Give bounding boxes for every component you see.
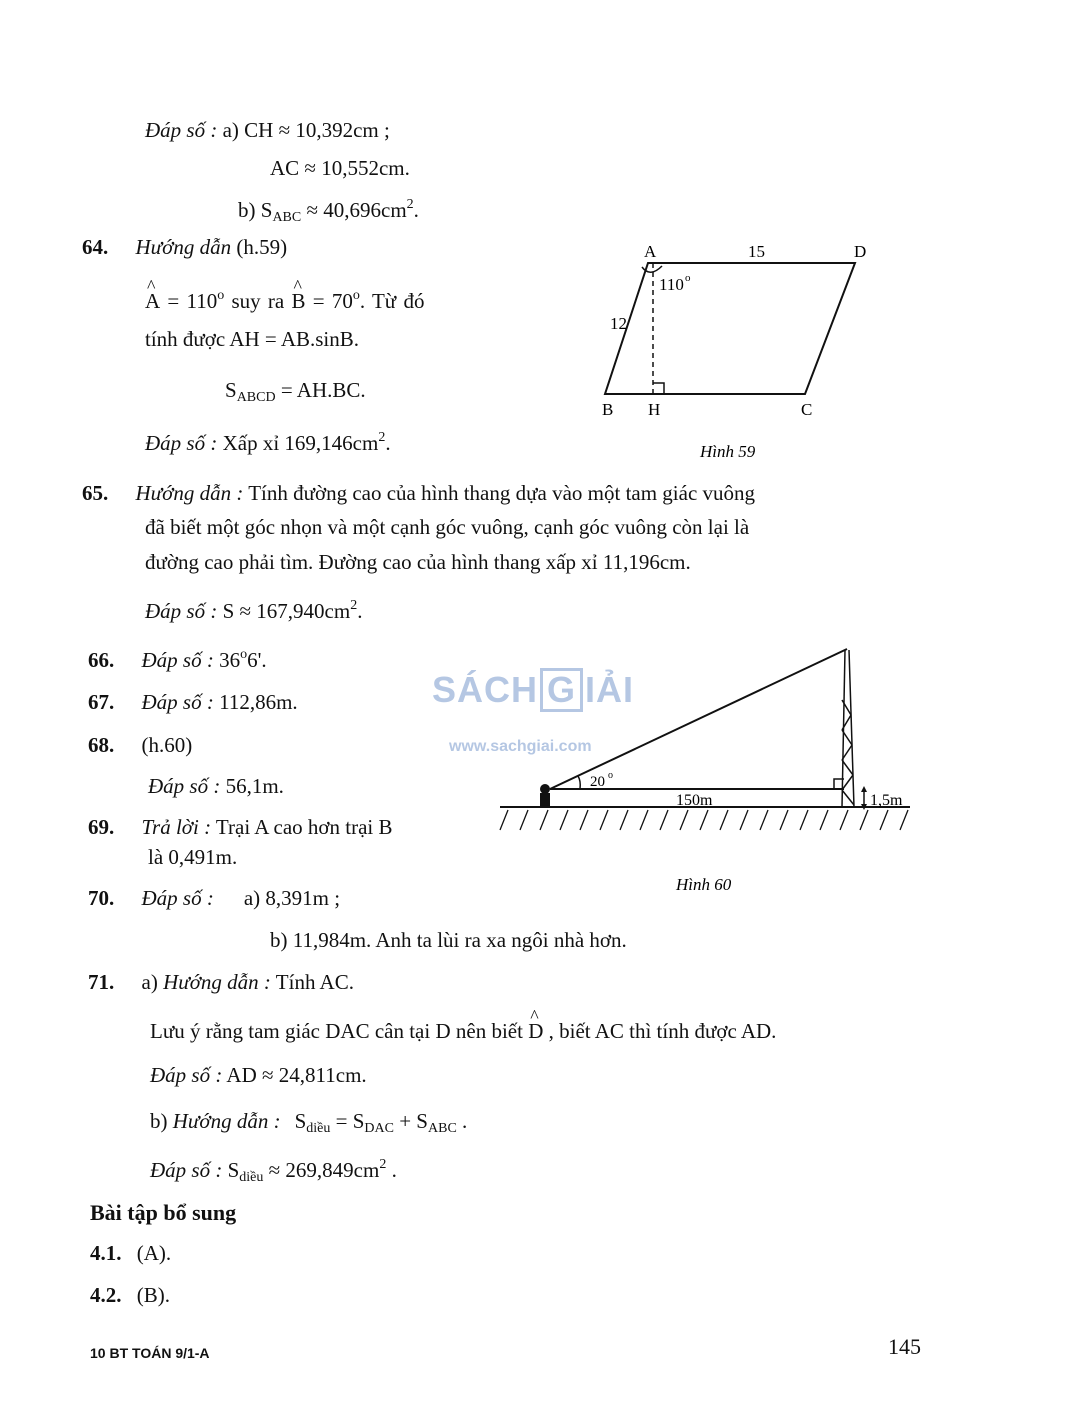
exercise-4-2: 4.2. (B).: [90, 1283, 170, 1307]
exercise-4-1: 4.1. (A).: [90, 1241, 172, 1265]
problem-69: 69. Trả lời : Trại A cao hơn trại B: [88, 815, 393, 839]
ground-hatching: [500, 810, 908, 830]
footer-left: 10 BT TOÁN 9/1-A: [90, 1345, 210, 1361]
problem-71-answer-a: Đáp số : AD ≈ 24,811cm.: [150, 1063, 367, 1087]
problem-65-answer: Đáp số : $S \approx 167,940cm^2$.: [145, 598, 363, 623]
arrow-head-up: [861, 786, 867, 792]
right-angle-mark: [653, 383, 664, 394]
watermark-url: www.sachgiai.com: [449, 738, 592, 755]
section-heading: Bài tập bổ sung: [90, 1200, 237, 1225]
label-a: A: [644, 242, 657, 261]
answer-63a: [145, 118, 390, 143]
figure-59-caption: Hình 59: [700, 442, 756, 461]
problem-70-line-b: b) 11,984m. Anh ta lùi ra xa ngôi nhà hơn.: [270, 928, 627, 952]
label-1-5m: 1,5m: [870, 792, 903, 809]
problem-64-line-b: tính được AH = AB.sinB.: [145, 327, 360, 351]
problem-64-line-c: $S_{ABCD} = AH.BC$.: [225, 378, 366, 405]
label-h: H: [648, 400, 661, 419]
watermark-brand-c: IẢI: [585, 669, 635, 710]
problem-68-answer: Đáp số : 56,1m.: [148, 774, 284, 798]
answer-label: Đáp số :: [145, 118, 218, 142]
sight-line: [550, 649, 847, 789]
problem-64: 64. Hướng dẫn (h.59): [82, 235, 288, 259]
parallelogram: [605, 263, 855, 394]
label-top-15: 15: [748, 242, 765, 261]
answer-text: a) CH ≈ 10,392cm ;: [217, 118, 390, 142]
label-c: C: [801, 400, 813, 419]
figure-59: [590, 236, 880, 466]
answer-text: AC ≈ 10,552cm.: [270, 156, 410, 180]
label-degree: o: [608, 770, 613, 781]
problem-67: 67. Đáp số : 112,86m.: [88, 690, 298, 714]
problem-71-line-b: Lưu ý rằng tam giác DAC cân tại D nên biết ^ D , biết AC thì tính được AD.: [150, 1019, 776, 1044]
problem-71-line-d: b) Hướng dẫn : $S_{diều} = S_{DAC} + S_{ABC}$ .: [150, 1109, 468, 1136]
problem-71: 71. a) Hướng dẫn : Tính AC.: [88, 970, 354, 994]
angle-arc: [578, 776, 580, 789]
watermark-logo-box: G: [540, 668, 583, 712]
problem-64-answer: Đáp số : Xấp xỉ $169,146cm^2$.: [145, 430, 391, 455]
observer: [540, 784, 550, 807]
label-b: B: [602, 400, 614, 419]
answer-63c: b) $S_{ABC} \approx 40,696cm^2$.: [238, 197, 419, 225]
label-150m: 150m: [676, 792, 713, 809]
answer-63b: [270, 156, 410, 181]
watermark-brand-a: SÁCH: [432, 669, 539, 710]
problem-65: 65. Hướng dẫn : Tính đường cao của hình thang dựa vào một tam giác vuông: [82, 481, 756, 505]
problem-71-answer-b: Đáp số : $S_{diều} \approx 269,849cm^2$ .: [150, 1157, 397, 1185]
problem-68: 68. (h.60): [88, 733, 193, 757]
figure-60-caption: Hình 60: [676, 875, 732, 894]
problem-number: 64.: [82, 235, 109, 259]
label-d: D: [854, 242, 867, 261]
label-left-12: 12: [610, 314, 627, 333]
problem-65-line-b: đã biết một góc nhọn và một cạnh góc vuông, cạnh góc vuông còn lại là: [145, 515, 750, 539]
problem-65-line-c: đường cao phải tìm. Đường cao của hình thang xấp xỉ 11,196cm.: [145, 550, 691, 574]
problem-70: 70. Đáp số : a) 8,391m ;: [88, 886, 341, 910]
figure-60: [490, 640, 930, 900]
problem-64-line-a: ^ $A = 110^o$ suy ra ^ $B = 70^o$. Từ đó: [145, 288, 424, 314]
label-degree: o: [685, 272, 691, 284]
problem-66: 66. Đáp số : 36$^o$6'.: [88, 647, 267, 672]
tower: [842, 650, 854, 807]
page-number: 145: [888, 1334, 921, 1359]
label-angle-110: 110: [659, 275, 684, 294]
problem-69-line-b: là 0,491m.: [148, 845, 238, 869]
label-angle-20: 20: [590, 774, 605, 790]
